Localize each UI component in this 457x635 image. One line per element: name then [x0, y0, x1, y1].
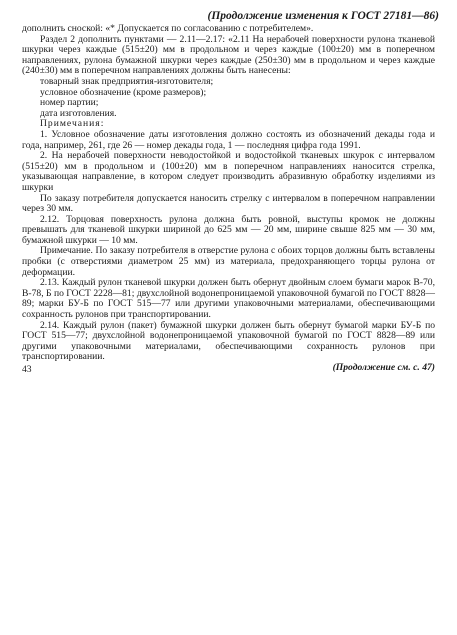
note-2: 2. На нерабочей поверхности неводостойкой и водостойкой тканевых шкурок с интервалом (515±20) мм в продольном и (100±20) мм в поперечном направлениях наносится стрелка, указывающая направление, в котором следует производить абразивную обработку изделиями из шкурки	[22, 150, 435, 193]
list-item-batch-number: номер партии;	[40, 97, 99, 109]
note-1: 1. Условное обозначение даты изготовления должно состоять из обозначений декады года и года, например, 261, где 26 — номер декады года, 1 — последняя цифра года 1991.	[22, 128, 435, 151]
notes-heading: Примечания:	[40, 118, 105, 130]
paragraph-footnote: дополнить сноской: «* Допускается по согласованию с потребителем».	[22, 23, 314, 34]
paragraph-2-14: 2.14. Каждый рулон (пакет) бумажной шкурки должен быть обернут бумагой марки БУ-Б по ГОСТ 515—77; двухслойной водонепроницаемой упаковочной бумагой по ГОСТ 8828—89 или другими упаковочными материалами, обеспечивающими сохранность рулонов при транспортировании.	[22, 319, 435, 363]
paragraph-2-13: 2.13. Каждый рулон тканевой шкурки должен быть обернут двойным слоем бумаги марок В-70, В-78, Б по ГОСТ 2228—81; двухслойной водонепроницаемой упаковочной бумагой по ГОСТ 8828—89; марки БУ-Б по ГОСТ 515—77 или другими упаковочными материалами, обеспечивающими сохранность рулонов при транспортировании.	[22, 277, 435, 321]
list-item-manufacture-date: дата изготовления.	[40, 107, 117, 119]
continuation-note: (Продолжение см. с. 47)	[332, 362, 435, 373]
paragraph-section-2-addition: Раздел 2 дополнить пунктами — 2.11—2.17: «2.11 На нерабочей поверхности рулона тканевой шкурки через каждые (515±20) мм в продольном и через каждые (100±20) мм в поперечном направлениях, рулона бумажной шкурки через каждые (250±30) мм в продольном и через каждые (240±30) мм в поперечном направлениях должны быть нанесены:	[22, 33, 435, 77]
paragraph-2-12: 2.12. Торцовая поверхность рулона должна быть ровной, выступы кромок не должны превышать для тканевой шкурки шириной до 625 мм — 20 мм, ширине свыше 825 мм — 30 мм, бумажной шкурки — 10 мм.	[22, 213, 435, 246]
list-item-designation: условное обозначение (кроме размеров);	[40, 86, 207, 98]
running-header: (Продолжение изменения к ГОСТ 27181—86)	[207, 10, 439, 22]
paragraph-customer-arrow: По заказу потребителя допускается наносить стрелку с интервалом в поперечном направлении через 30 мм.	[22, 192, 435, 215]
page-number: 43	[22, 364, 32, 375]
note-plugs: Примечание. По заказу потребителя в отверстие рулона с обоих торцов должны быть вставлены пробки (с отверстиями диаметром 25 мм) из материала, предохраняющего торцы рулона от деформации.	[22, 245, 435, 278]
list-item-trademark: товарный знак предприятия-изготовителя;	[40, 75, 214, 87]
document-body	[22, 24, 435, 374]
